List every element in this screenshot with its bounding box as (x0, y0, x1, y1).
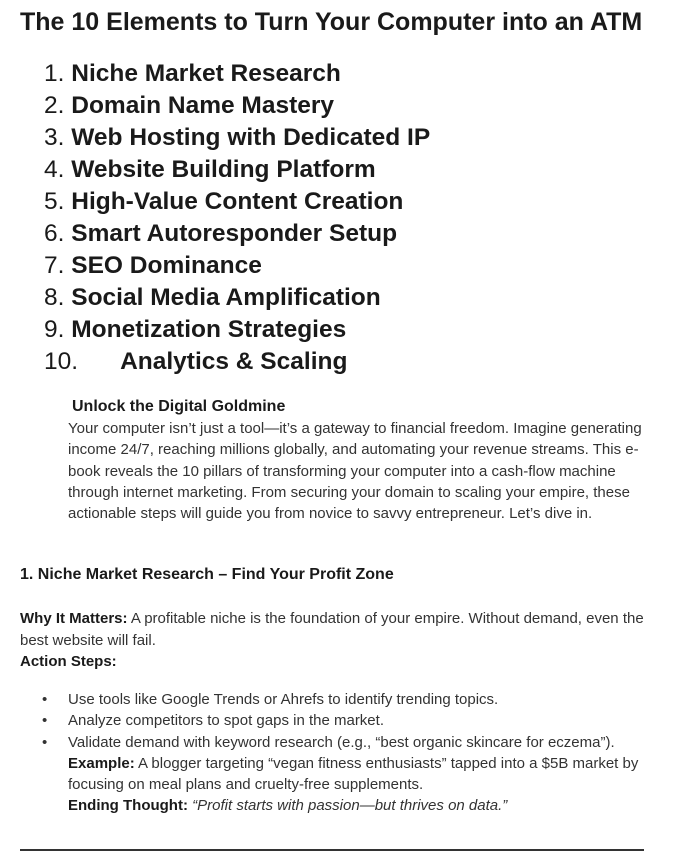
toc-item (44, 186, 430, 218)
toc-label: Niche Market Research (71, 60, 341, 87)
intro-section (68, 396, 658, 524)
toc-label: Smart Autoresponder Setup (71, 220, 398, 247)
toc-item (44, 154, 430, 186)
toc-label: Social Media Amplification (71, 284, 381, 311)
toc-number: 1. (44, 60, 65, 87)
toc-label: Website Building Platform (71, 156, 376, 183)
step-text: Use tools like Google Trends or Ahrefs to identify trending topics. (68, 691, 499, 708)
horizontal-divider (20, 849, 644, 851)
ending-label: Ending Thought: (68, 797, 188, 815)
toc-number: 5. (44, 188, 65, 215)
ending-quote: “Profit starts with passion—but thrives on data.” (192, 797, 508, 815)
toc-number: 9. (44, 316, 65, 343)
bullet-icon: • (42, 712, 48, 730)
list-item (42, 732, 662, 817)
bullet-icon: • (42, 691, 48, 708)
toc-number: 6. (44, 220, 65, 247)
toc-item (44, 314, 430, 346)
action-steps-list (42, 689, 662, 817)
why-text: A profitable niche is the foundation of your empire. Without demand, even the best website will fail. (20, 610, 644, 649)
why-label: Why It Matters: (20, 610, 128, 627)
bullet-icon: • (42, 733, 48, 751)
toc-label: High-Value Content Creation (71, 188, 404, 215)
toc-number: 4. (44, 156, 65, 183)
toc-number: 3. (44, 124, 65, 151)
toc-number: 10. (44, 348, 79, 375)
toc-item (44, 122, 430, 154)
action-steps-label: Action Steps: (20, 653, 117, 670)
table-of-contents (44, 58, 430, 378)
intro-heading: Unlock the Digital Goldmine (72, 398, 286, 415)
step-text: Validate demand with keyword research (e.g., “best organic skincare for eczema”). (68, 733, 615, 751)
toc-item (44, 250, 430, 282)
example-label: Example: (68, 754, 135, 772)
toc-label: Domain Name Mastery (71, 92, 335, 119)
toc-label: Web Hosting with Dedicated IP (71, 124, 431, 151)
example-text: A blogger targeting “vegan fitness enthusiasts” tapped into a $5B market by focusing on meal plans and cruelty-free supplements. (68, 754, 639, 794)
toc-label: Monetization Strategies (71, 316, 347, 343)
toc-item (44, 218, 430, 250)
toc-number: 7. (44, 252, 65, 279)
section-heading: 1. Niche Market Research – Find Your Profit Zone (20, 566, 394, 583)
why-it-matters (20, 608, 660, 673)
document-title: The 10 Elements to Turn Your Computer into an ATM (20, 8, 643, 36)
toc-item (44, 282, 430, 314)
toc-number: 2. (44, 92, 65, 119)
toc-number: 8. (44, 284, 65, 311)
list-item (42, 710, 662, 731)
toc-label: Analytics & Scaling (120, 348, 348, 375)
toc-label: SEO Dominance (71, 252, 262, 279)
list-item (42, 689, 662, 710)
step-text: Analyze competitors to spot gaps in the market. (68, 712, 384, 730)
toc-item (44, 90, 430, 122)
toc-item (44, 346, 430, 378)
toc-item (44, 58, 430, 90)
intro-paragraph: Your computer isn’t just a tool—it’s a gateway to financial freedom. Imagine generating income 24/7, reaching millions globally, and automating your revenue streams. This e-book reveals the 10 pillars of transforming your computer into a cash-flow machine through internet marketing. From securing your domain to scaling your empire, these actionable steps will guide you from novice to savvy entrepreneur. Let’s dive in. (68, 420, 642, 523)
